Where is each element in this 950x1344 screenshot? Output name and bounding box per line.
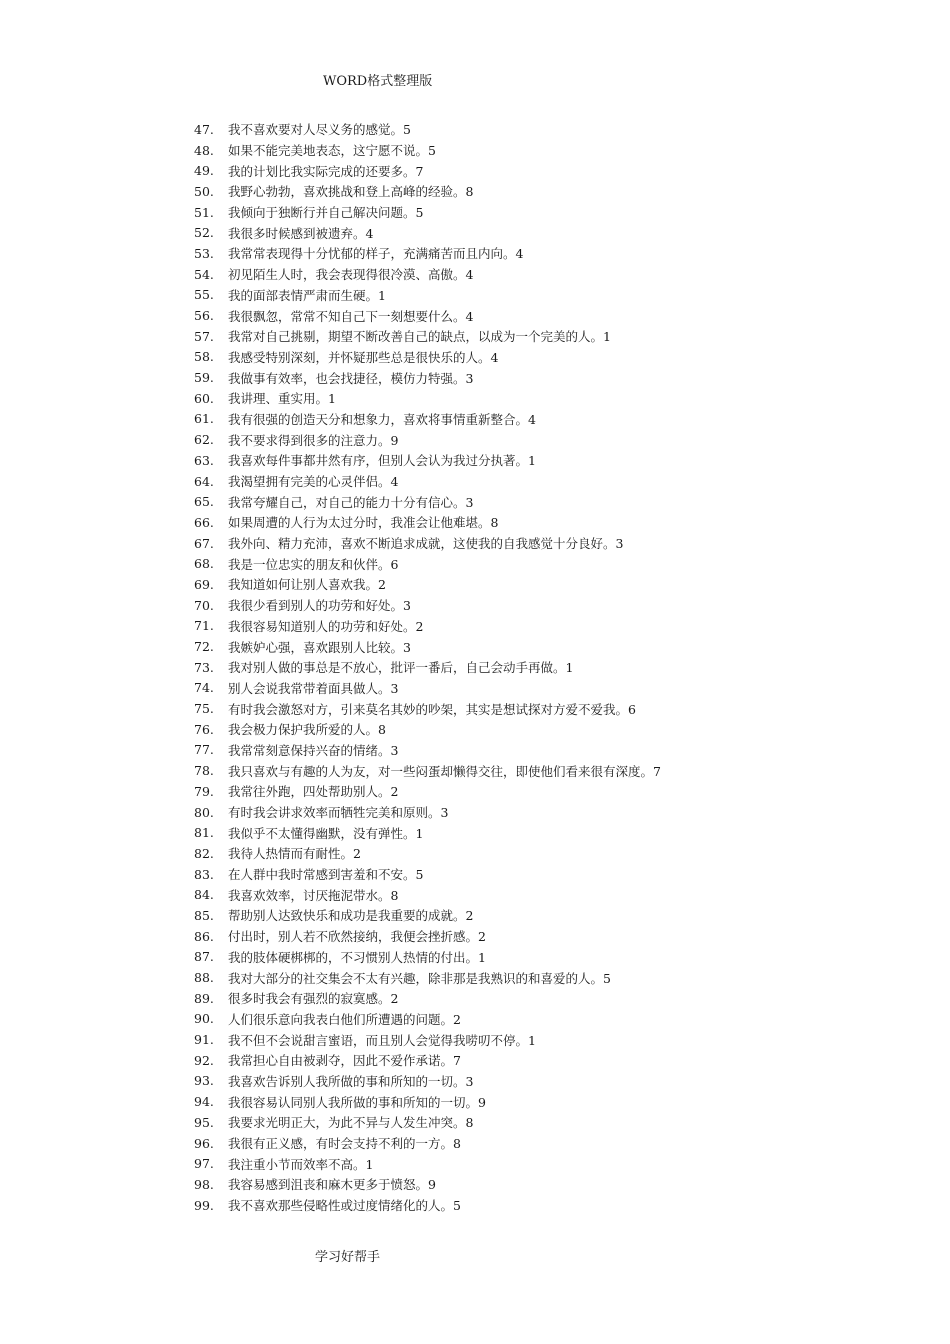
item-number: 73. xyxy=(194,659,214,675)
item-text: 我对别人做的事总是不放心，批评一番后，自己会动手再做。1 xyxy=(228,660,574,676)
item-text: 有时我会讲求效率而牺牲完美和原则。3 xyxy=(228,805,449,821)
list-item xyxy=(194,967,934,988)
item-text: 付出时，别人若不欣然接纳，我便会挫折感。2 xyxy=(228,929,486,945)
list-item xyxy=(194,760,934,781)
list-item xyxy=(194,140,934,161)
item-number: 59. xyxy=(194,370,214,386)
item-number: 94. xyxy=(194,1094,214,1110)
item-text: 我常往外跑，四处帮助别人。2 xyxy=(228,784,399,800)
item-text: 我不但不会说甜言蜜语，而且别人会觉得我唠叨不停。1 xyxy=(228,1032,536,1048)
list-item xyxy=(194,160,934,181)
item-text: 我很少看到别人的功劳和好处。3 xyxy=(228,598,411,614)
item-number: 52. xyxy=(194,225,214,241)
item-number: 83. xyxy=(194,866,214,882)
list-item xyxy=(194,1009,934,1030)
item-text: 我野心勃勃，喜欢挑战和登上高峰的经验。8 xyxy=(228,184,474,200)
item-text: 我很飘忽，常常不知自己下一刻想要什么。4 xyxy=(228,308,474,324)
list-item xyxy=(194,243,934,264)
item-number: 54. xyxy=(194,266,214,282)
list-item xyxy=(194,347,934,368)
item-number: 75. xyxy=(194,701,214,717)
item-text: 我是一位忠实的朋友和伙伴。6 xyxy=(228,556,399,572)
item-text: 如果不能完美地表态，这宁愿不说。5 xyxy=(228,143,436,159)
item-number: 92. xyxy=(194,1052,214,1068)
item-text: 在人群中我时常感到害羞和不安。5 xyxy=(228,867,424,883)
list-item xyxy=(194,926,934,947)
item-number: 86. xyxy=(194,928,214,944)
item-number: 97. xyxy=(194,1156,214,1172)
item-number: 51. xyxy=(194,204,214,220)
item-text: 别人会说我常带着面具做人。3 xyxy=(228,680,399,696)
item-number: 80. xyxy=(194,804,214,820)
item-number: 93. xyxy=(194,1073,214,1089)
item-text: 我不要求得到很多的注意力。9 xyxy=(228,432,399,448)
item-number: 47. xyxy=(194,121,214,137)
item-number: 53. xyxy=(194,245,214,261)
item-text: 我常对自己挑剔，期望不断改善自己的缺点，以成为一个完美的人。1 xyxy=(228,329,611,345)
page-footer: 学习好帮手 xyxy=(315,1250,381,1265)
list-item xyxy=(194,1091,934,1112)
item-text: 我很有正义感，有时会支持不利的一方。8 xyxy=(228,1136,461,1152)
item-text: 我要求光明正大，为此不异与人发生冲突。8 xyxy=(228,1115,474,1131)
list-item xyxy=(194,678,934,699)
item-number: 49. xyxy=(194,163,214,179)
item-text: 我似乎不太懂得幽默，没有弹性。1 xyxy=(228,825,424,841)
list-item xyxy=(194,1071,934,1092)
item-text: 我容易感到沮丧和麻木更多于愤怒。9 xyxy=(228,1177,436,1193)
item-text: 我喜欢效率，讨厌拖泥带水。8 xyxy=(228,887,399,903)
item-text: 我喜欢告诉别人我所做的事和所知的一切。3 xyxy=(228,1073,474,1089)
list-item xyxy=(194,285,934,306)
item-number: 95. xyxy=(194,1114,214,1130)
item-number: 66. xyxy=(194,514,214,530)
list-item xyxy=(194,367,934,388)
list-item xyxy=(194,616,934,637)
item-number: 60. xyxy=(194,390,214,406)
list-item xyxy=(194,491,934,512)
item-text: 我常担心自由被剥夺，因此不爱作承诺。7 xyxy=(228,1053,461,1069)
page-header: WORD格式整理版 xyxy=(323,74,433,89)
list-item xyxy=(194,409,934,430)
item-text: 我对大部分的社交集会不太有兴趣，除非那是我熟识的和喜爱的人。5 xyxy=(228,970,611,986)
item-text: 我常常表现得十分忧郁的样子，充满痛苦而且内向。4 xyxy=(228,246,524,262)
list-item xyxy=(194,802,934,823)
item-number: 74. xyxy=(194,680,214,696)
item-text: 如果周遭的人行为太过分时，我准会让他难堪。8 xyxy=(228,515,499,531)
item-text: 很多时我会有强烈的寂寞感。2 xyxy=(228,991,399,1007)
item-text: 我很容易认同别人我所做的事和所知的一切。9 xyxy=(228,1094,486,1110)
item-number: 63. xyxy=(194,452,214,468)
list-item xyxy=(194,905,934,926)
item-number: 58. xyxy=(194,349,214,365)
list-item xyxy=(194,326,934,347)
list-item xyxy=(194,1133,934,1154)
item-number: 87. xyxy=(194,949,214,965)
list-item xyxy=(194,429,934,450)
list-item xyxy=(194,1174,934,1195)
item-text: 人们很乐意向我表白他们所遭遇的问题。2 xyxy=(228,1011,461,1027)
list-item xyxy=(194,864,934,885)
list-item xyxy=(194,222,934,243)
item-number: 67. xyxy=(194,535,214,551)
list-item xyxy=(194,822,934,843)
item-number: 81. xyxy=(194,825,214,841)
item-number: 85. xyxy=(194,907,214,923)
list-item xyxy=(194,1195,934,1216)
item-text: 我嫉妒心强，喜欢跟别人比较。3 xyxy=(228,639,411,655)
list-item xyxy=(194,884,934,905)
list-item xyxy=(194,719,934,740)
list-item xyxy=(194,533,934,554)
item-number: 76. xyxy=(194,721,214,737)
list-item xyxy=(194,512,934,533)
list-item xyxy=(194,947,934,968)
item-text: 我喜欢每件事都井然有序，但别人会认为我过分执著。1 xyxy=(228,453,536,469)
list-item xyxy=(194,636,934,657)
item-text: 我的计划比我实际完成的还要多。7 xyxy=(228,163,424,179)
questionnaire-list xyxy=(194,119,934,1215)
item-number: 71. xyxy=(194,618,214,634)
item-number: 68. xyxy=(194,556,214,572)
item-number: 62. xyxy=(194,432,214,448)
list-item xyxy=(194,1050,934,1071)
item-number: 88. xyxy=(194,970,214,986)
item-number: 99. xyxy=(194,1197,214,1213)
list-item xyxy=(194,574,934,595)
item-number: 77. xyxy=(194,742,214,758)
item-number: 98. xyxy=(194,1176,214,1192)
item-text: 我待人热情而有耐性。2 xyxy=(228,846,361,862)
item-text: 我常夸耀自己，对自己的能力十分有信心。3 xyxy=(228,494,474,510)
list-item xyxy=(194,202,934,223)
item-number: 96. xyxy=(194,1135,214,1151)
list-item xyxy=(194,305,934,326)
list-item xyxy=(194,264,934,285)
item-number: 89. xyxy=(194,990,214,1006)
item-number: 64. xyxy=(194,473,214,489)
list-item xyxy=(194,843,934,864)
item-number: 84. xyxy=(194,887,214,903)
list-item xyxy=(194,657,934,678)
item-number: 56. xyxy=(194,308,214,324)
item-text: 我渴望拥有完美的心灵伴侣。4 xyxy=(228,474,399,490)
item-number: 65. xyxy=(194,494,214,510)
list-item xyxy=(194,698,934,719)
item-number: 57. xyxy=(194,328,214,344)
item-number: 50. xyxy=(194,183,214,199)
item-number: 72. xyxy=(194,639,214,655)
item-text: 我感受特别深刻，并怀疑那些总是很快乐的人。4 xyxy=(228,349,499,365)
item-text: 有时我会激怒对方，引来莫名其妙的吵架，其实是想试探对方爱不爱我。6 xyxy=(228,701,636,717)
item-number: 91. xyxy=(194,1032,214,1048)
list-item xyxy=(194,1112,934,1133)
list-item xyxy=(194,471,934,492)
list-item xyxy=(194,595,934,616)
list-item xyxy=(194,988,934,1009)
list-item xyxy=(194,119,934,140)
list-item xyxy=(194,781,934,802)
list-item xyxy=(194,740,934,761)
item-number: 55. xyxy=(194,287,214,303)
item-text: 我倾向于独断行并自己解决问题。5 xyxy=(228,205,424,221)
item-number: 82. xyxy=(194,845,214,861)
item-text: 初见陌生人时，我会表现得很冷漠、高傲。4 xyxy=(228,267,474,283)
item-text: 我很多时候感到被遗弃。4 xyxy=(228,225,374,241)
item-text: 我会极力保护我所爱的人。8 xyxy=(228,722,386,738)
item-text: 我常常刻意保持兴奋的情绪。3 xyxy=(228,742,399,758)
item-number: 69. xyxy=(194,576,214,592)
item-number: 79. xyxy=(194,783,214,799)
item-text: 我有很强的创造天分和想象力，喜欢将事情重新整合。4 xyxy=(228,411,536,427)
item-text: 我注重小节而效率不高。1 xyxy=(228,1156,374,1172)
item-text: 帮助别人达致快乐和成功是我重要的成就。2 xyxy=(228,908,474,924)
list-item xyxy=(194,388,934,409)
list-item xyxy=(194,181,934,202)
item-number: 48. xyxy=(194,142,214,158)
item-number: 90. xyxy=(194,1011,214,1027)
item-text: 我做事有效率，也会找捷径，模仿力特强。3 xyxy=(228,370,474,386)
item-number: 78. xyxy=(194,763,214,779)
item-text: 我知道如何让别人喜欢我。2 xyxy=(228,577,386,593)
list-item xyxy=(194,1029,934,1050)
list-item xyxy=(194,1153,934,1174)
item-number: 61. xyxy=(194,411,214,427)
list-item xyxy=(194,450,934,471)
item-number: 70. xyxy=(194,597,214,613)
item-text: 我的面部表情严肃而生硬。1 xyxy=(228,287,386,303)
item-text: 我外向、精力充沛，喜欢不断追求成就，这使我的自我感觉十分良好。3 xyxy=(228,536,624,552)
item-text: 我不喜欢要对人尽义务的感觉。5 xyxy=(228,122,411,138)
item-text: 我讲理、重实用。1 xyxy=(228,391,336,407)
item-text: 我不喜欢那些侵略性或过度情绪化的人。5 xyxy=(228,1198,461,1214)
item-text: 我只喜欢与有趣的人为友，对一些闷蛋却懒得交往，即使他们看来很有深度。7 xyxy=(228,763,661,779)
list-item xyxy=(194,553,934,574)
item-text: 我的肢体硬梆梆的，不习惯别人热情的付出。1 xyxy=(228,949,486,965)
item-text: 我很容易知道别人的功劳和好处。2 xyxy=(228,618,424,634)
